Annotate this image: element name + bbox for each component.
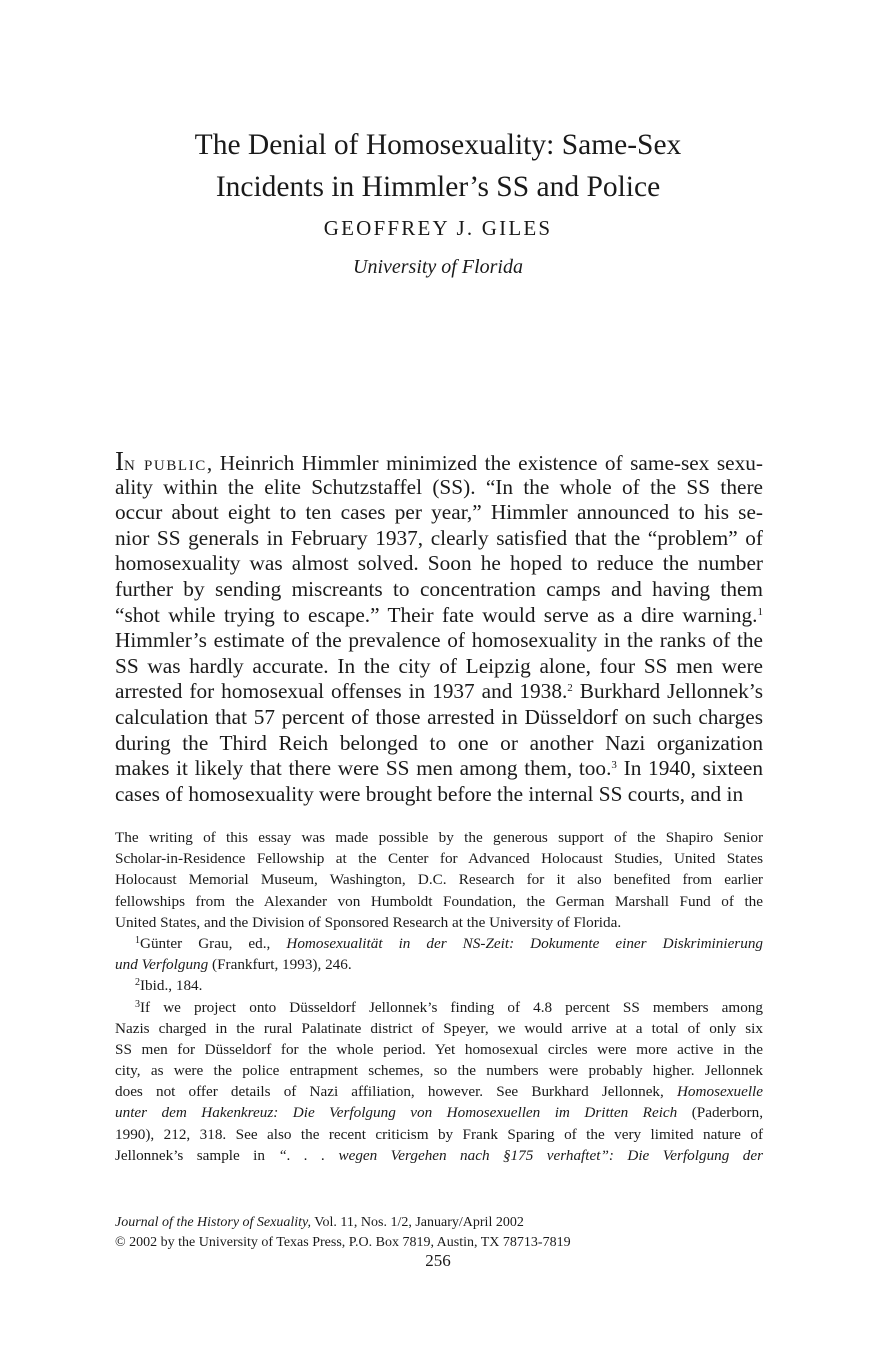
body-line: during the Third Reich belonged to one or another Nazi organization bbox=[115, 730, 763, 755]
body-line: arrested for homosexual offenses in 1937 and 1938.$^2$ Burkhard Jellonnek’s bbox=[115, 679, 763, 704]
article-title bbox=[0, 124, 876, 208]
journal-name: Journal of the History of Sexuality, bbox=[115, 1215, 311, 1230]
footnote-3-line: Nazis charged in the rural Palatinate district of Speyer, we would arrive at a total of only six bbox=[115, 1019, 763, 1037]
title-line-1: The Denial of Homosexuality: Same-Sex bbox=[194, 129, 682, 161]
title-line-2: Incidents in Himmler’s SS and Police bbox=[215, 171, 661, 203]
footnote-3-line: SS men for Düsseldorf for the whole period. Yet homosexual circles were more active in the bbox=[115, 1040, 763, 1058]
footnote-3: $^3$If we project onto Düsseldorf Jellonnek’s finding of 4.8 percent SS members among bbox=[135, 998, 763, 1016]
footnote-3-line: Jellonnek’s sample in “. . . wegen Vergehen nach §175 verhaftet”: Die Verfolgung der bbox=[115, 1146, 764, 1164]
body-line: further by sending miscreants to concentration camps and having them bbox=[115, 576, 763, 601]
body-line: nior SS generals in February 1937, clearly satisfied that the “problem” of bbox=[115, 525, 763, 550]
body-line: occur about eight to ten cases per year,” Himmler announced to his se- bbox=[115, 500, 763, 525]
drop-cap: I bbox=[115, 446, 124, 476]
body-line: ality within the elite Schutzstaffel (SS). “In the whole of the SS there bbox=[115, 474, 763, 499]
page-number: 256 bbox=[425, 1251, 451, 1270]
footnote-number: 1 bbox=[135, 934, 140, 946]
footnote-ref-1[interactable]: 1 bbox=[757, 605, 763, 618]
ack-line: United States, and the Division of Sponsored Research at the University of Florida. bbox=[115, 913, 622, 931]
ack-line: Scholar-in-Residence Fellowship at the Center for Advanced Holocaust Studies, United States bbox=[115, 850, 763, 868]
footnote-3-line: 1990), 212, 318. See also the recent criticism by Frank Sparing of the very limited nature of bbox=[115, 1125, 763, 1143]
footnote-number: 3 bbox=[135, 998, 140, 1010]
footnote-2: $^2$Ibid., 184. bbox=[135, 977, 203, 995]
footnote-1-cont: und Verfolgung (Frankfurt, 1993), 246. bbox=[115, 956, 352, 974]
footnote-1: $^1$Günter Grau, ed., Homosexualität in der NS-Zeit: Dokumente einer Diskriminierung bbox=[135, 934, 764, 952]
footnote-3-line: unter dem Hakenkreuz: Die Verfolgung von Homosexuellen im Dritten Reich (Paderborn, bbox=[115, 1104, 763, 1122]
author-affiliation: University of Florida bbox=[353, 256, 523, 278]
body-line: “shot while trying to escape.” Their fate would serve as a dire warning.$^1$ bbox=[115, 602, 763, 627]
ack-line: fellowships from the Alexander von Humboldt Foundation, the German Marshall Fund of the bbox=[115, 892, 763, 910]
author-name: GEOFFREY J. GILES bbox=[323, 216, 553, 240]
body-line: homosexuality was almost solved. Soon he hoped to reduce the number bbox=[115, 551, 763, 576]
ack-line: The writing of this essay was made possible by the generous support of the Shapiro Senior bbox=[115, 829, 763, 846]
footnote-ref-2[interactable]: 2 bbox=[567, 682, 573, 695]
footnote-3-line: city, as were the police entrapment schemes, so the numbers were probably higher. Jellonnek bbox=[115, 1062, 763, 1080]
body-line: SS was hardly accurate. In the city of Leipzig alone, four SS men were bbox=[115, 653, 763, 678]
body-line: Himmler’s estimate of the prevalence of homosexuality in the ranks of the bbox=[115, 628, 763, 653]
journal-issue-line: Journal of the History of Sexuality, Vol. 11, Nos. 1/2, January/April 2002 bbox=[115, 1215, 524, 1230]
footnote-3-line: does not offer details of Nazi affiliation, however. See Burkhard Jellonnek, Homosexuelle bbox=[115, 1083, 763, 1101]
copyright-line: © 2002 by the University of Texas Press, P.O. Box 7819, Austin, TX 78713-7819 bbox=[115, 1234, 571, 1250]
body-text bbox=[115, 446, 763, 807]
footnote-number: 2 bbox=[135, 977, 140, 989]
body-line: makes it likely that there were SS men among them, too.$^3$ In 1940, sixteen bbox=[115, 756, 763, 781]
ack-line: Holocaust Memorial Museum, Washington, D.C. Research for it also benefited from earlier bbox=[115, 871, 763, 889]
footnotes bbox=[115, 827, 763, 1166]
body-line: IN PUBLIC, Heinrich Himmler minimized the existence of same-sex sexu- bbox=[115, 446, 763, 476]
small-caps-opening: N PUBLIC bbox=[124, 458, 207, 474]
body-line: calculation that 57 percent of those arrested in Düsseldorf on such charges bbox=[115, 704, 763, 729]
body-line: cases of homosexuality were brought before the internal SS courts, and in bbox=[115, 781, 744, 806]
footnote-ref-3[interactable]: 3 bbox=[611, 759, 617, 772]
journal-citation bbox=[115, 1213, 763, 1252]
